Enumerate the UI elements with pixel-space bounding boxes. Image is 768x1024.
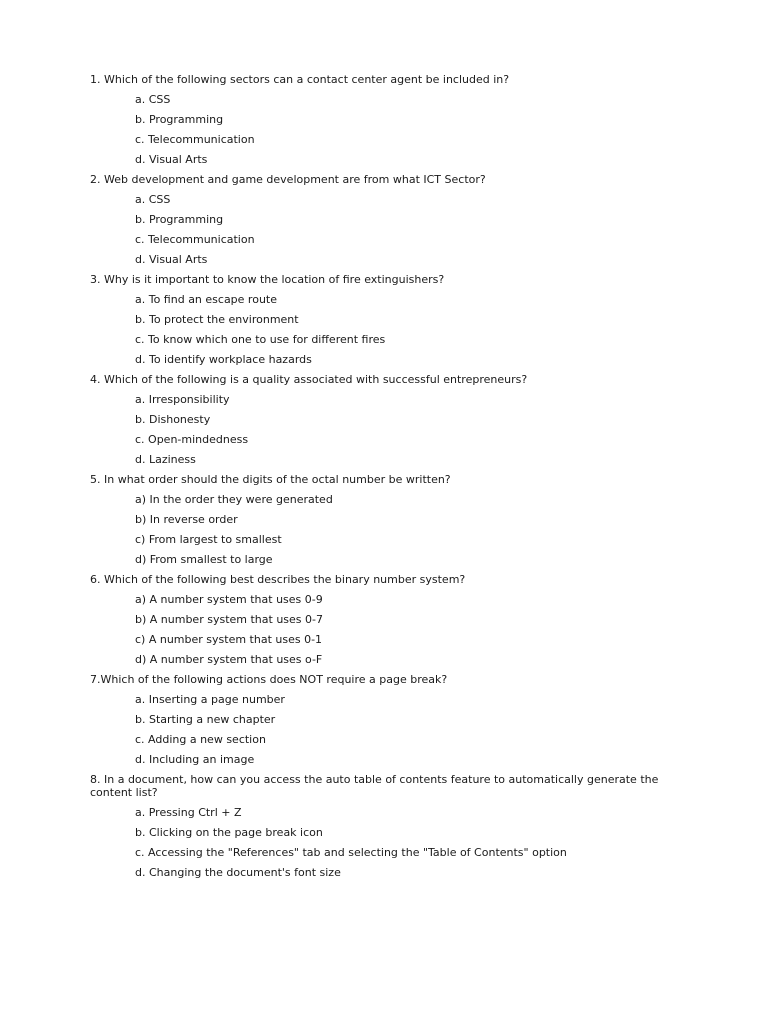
option-b: b) A number system that uses 0-7 <box>135 613 323 626</box>
option-b: b. Starting a new chapter <box>135 713 276 726</box>
quiz-document <box>90 70 675 883</box>
option-a: a. CSS <box>135 93 171 106</box>
option-list <box>90 390 675 470</box>
option-a: a. CSS <box>135 193 171 206</box>
question-2 <box>90 170 675 270</box>
option-c: c. Open-mindedness <box>135 433 249 446</box>
question-text: 3. Why is it important to know the location of fire extinguishers? <box>90 273 445 286</box>
option-a: a. Pressing Ctrl + Z <box>135 806 242 819</box>
option-list <box>90 90 675 170</box>
option-c: c) A number system that uses 0-1 <box>135 633 323 646</box>
option-b: b) In reverse order <box>135 513 238 526</box>
question-3 <box>90 270 675 370</box>
option-d: d. Visual Arts <box>135 253 208 266</box>
question-4 <box>90 370 675 470</box>
question-7 <box>90 670 675 770</box>
option-b: b. Dishonesty <box>135 413 211 426</box>
question-text: 2. Web development and game development are from what ICT Sector? <box>90 173 486 186</box>
question-6 <box>90 570 675 670</box>
option-list <box>90 490 675 570</box>
option-d: d. Including an image <box>135 753 255 766</box>
option-d: d) A number system that uses o-F <box>135 653 323 666</box>
option-a: a. Irresponsibility <box>135 393 230 406</box>
option-a: a) In the order they were generated <box>135 493 333 506</box>
option-d: d. To identify workplace hazards <box>135 353 312 366</box>
option-list <box>90 803 675 883</box>
question-text: 7.Which of the following actions does NOT require a page break? <box>90 673 448 686</box>
question-1 <box>90 70 675 170</box>
option-c: c. Telecommunication <box>135 133 255 146</box>
option-b: b. To protect the environment <box>135 313 299 326</box>
option-c: c. Adding a new section <box>135 733 266 746</box>
option-b: b. Programming <box>135 213 224 226</box>
question-5 <box>90 470 675 570</box>
question-text: 1. Which of the following sectors can a contact center agent be included in? <box>90 73 510 86</box>
option-list <box>90 590 675 670</box>
option-c: c. Telecommunication <box>135 233 255 246</box>
option-a: a. Inserting a page number <box>135 693 285 706</box>
option-d: d) From smallest to large <box>135 553 273 566</box>
question-text: 4. Which of the following is a quality associated with successful entrepreneurs? <box>90 373 528 386</box>
option-b: b. Programming <box>135 113 224 126</box>
question-8 <box>90 770 675 883</box>
option-list <box>90 290 675 370</box>
option-a: a. To find an escape route <box>135 293 277 306</box>
option-d: d. Laziness <box>135 453 196 466</box>
option-c: c. Accessing the "References" tab and selecting the "Table of Contents" option <box>135 846 567 859</box>
option-b: b. Clicking on the page break icon <box>135 826 323 839</box>
option-a: a) A number system that uses 0-9 <box>135 593 323 606</box>
option-d: d. Changing the document's font size <box>135 866 341 879</box>
option-c: c) From largest to smallest <box>135 533 282 546</box>
option-list <box>90 690 675 770</box>
question-text: 6. Which of the following best describes the binary number system? <box>90 573 466 586</box>
option-c: c. To know which one to use for different fires <box>135 333 386 346</box>
question-text: 5. In what order should the digits of the octal number be written? <box>90 473 451 486</box>
option-list <box>90 190 675 270</box>
question-text: 8. In a document, how can you access the auto table of contents feature to automatically generate the content list? <box>90 773 659 799</box>
option-d: d. Visual Arts <box>135 153 208 166</box>
